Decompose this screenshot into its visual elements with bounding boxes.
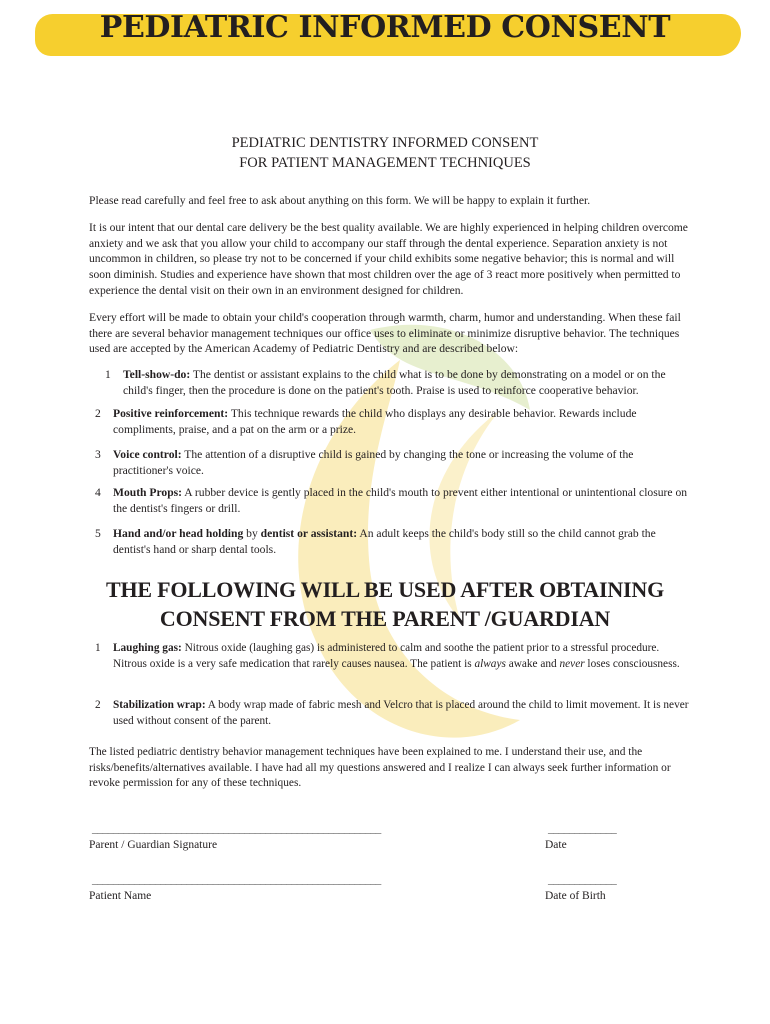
consent-item — [95, 697, 690, 729]
patient-name-label: Patient Name — [89, 890, 152, 902]
technique-term: Tell-show-do: — [123, 368, 191, 381]
item-number: 5 — [95, 527, 101, 540]
technique-item — [95, 406, 690, 438]
item-number: 2 — [95, 407, 101, 420]
acknowledgement-text: The listed pediatric dentistry behavior management techniques have been explained to me. I understand their use, and the risks/benefits/alternatives available. I have had all my questions answered and I realize I can always seek further information or revoke permission for any of these techniques. — [89, 746, 671, 790]
consent-description-end: loses consciousness. — [584, 658, 680, 670]
technique-term: Mouth Props: — [113, 486, 183, 499]
technique-description: The dentist or assistant explains to the child what is to be done by demonstrating on a model or on the child's finger, then the procedure is done on the patient's tooth. Praise is used to reinforce cooperative behavior. — [123, 368, 666, 397]
document-subheading: FOR PATIENT MANAGEMENT TECHNIQUES — [239, 155, 531, 171]
date-line[interactable]: _____________ — [548, 823, 617, 835]
technique-item — [95, 526, 690, 558]
technique-item — [95, 447, 690, 479]
patient-name-line[interactable]: _______________________________________________________ — [92, 874, 381, 886]
technique-description: This technique rewards the child who displays any desirable behavior. Rewards include compliments, praise, and a pat on the arm or a prize. — [113, 407, 637, 436]
technique-term-secondary: dentist or assistant: — [260, 527, 358, 540]
consent-term: Laughing gas: — [113, 642, 182, 654]
intro-text: Please read carefully and feel free to ask about anything on this form. We will be happy to explain it further. — [89, 194, 591, 207]
consent-description: Nitrous oxide (laughing gas) is administered to calm and soothe the patient prior to a stressful procedure. Nitrous oxide is a very safe medication that rarely causes nausea. The patient is — [113, 642, 660, 670]
technique-description: The attention of a disruptive child is gained by changing the tone or increasing the volume of the practitioner's voice. — [113, 448, 634, 477]
consent-heading: THE FOLLOWING WILL BE USED AFTER OBTAINING — [105, 577, 665, 602]
technique-item — [95, 485, 690, 517]
technique-description: A rubber device is gently placed in the child's mouth to prevent either intentional or unintentional closure on the dentist's fingers or drill. — [113, 486, 688, 515]
consent-description-cont: awake and — [505, 658, 560, 670]
item-number: 2 — [95, 699, 101, 711]
item-number: 1 — [105, 368, 111, 381]
technique-description: An adult keeps the child's body still so the child cannot grab the dentist's hand or sharp dental tools. — [113, 527, 656, 556]
technique-connector: by — [243, 527, 261, 540]
parent-signature-line[interactable]: _______________________________________________________ — [92, 823, 381, 835]
consent-item — [95, 640, 690, 672]
date-label: Date — [545, 839, 567, 851]
technique-term: Voice control: — [113, 448, 182, 461]
technique-item — [105, 367, 690, 399]
item-number: 4 — [95, 486, 101, 499]
technique-term: Hand and/or head holding — [113, 527, 244, 540]
emphasis-never: never — [559, 658, 585, 670]
item-number: 1 — [95, 642, 101, 654]
technique-term: Positive reinforcement: — [113, 407, 229, 420]
emphasis-always: always — [474, 658, 506, 670]
date-of-birth-line[interactable]: _____________ — [548, 874, 617, 886]
page-title: PEDIATRIC INFORMED CONSENT — [99, 10, 671, 45]
consent-heading-line2: CONSENT FROM THE PARENT /GUARDIAN — [159, 606, 611, 631]
paragraph-intent: It is our intent that our dental care delivery be the best quality available. We are highly experienced in helping children overcome anxiety and we ask that you allow your child to accompany our staff through the dental experience. Separation anxiety is not uncommon in children, so please try not to be concerned if your child exhibits some negative behavior; this is normal and will soon diminish. Studies and experience have shown that most children over the age of 3 react more positively when permitted to experience the dental visit on their own in an environment designed for children. — [89, 221, 688, 297]
date-of-birth-label: Date of Birth — [545, 890, 606, 902]
document-heading: PEDIATRIC DENTISTRY INFORMED CONSENT — [231, 135, 539, 151]
consent-description: A body wrap made of fabric mesh and Velcro that is placed around the child to limit movement. It is never used without consent of the parent. — [113, 699, 689, 727]
parent-signature-label: Parent / Guardian Signature — [89, 839, 218, 851]
item-number: 3 — [95, 448, 101, 461]
consent-term: Stabilization wrap: — [113, 699, 206, 711]
paragraph-techniques-intro: Every effort will be made to obtain your child's cooperation through warmth, charm, humor and understanding. When these fail there are several behavior management techniques our office uses to eliminate or minimize disruptive behavior. The techniques used are accepted by the American Academy of Pediatric Dentistry and are described below: — [89, 311, 681, 356]
